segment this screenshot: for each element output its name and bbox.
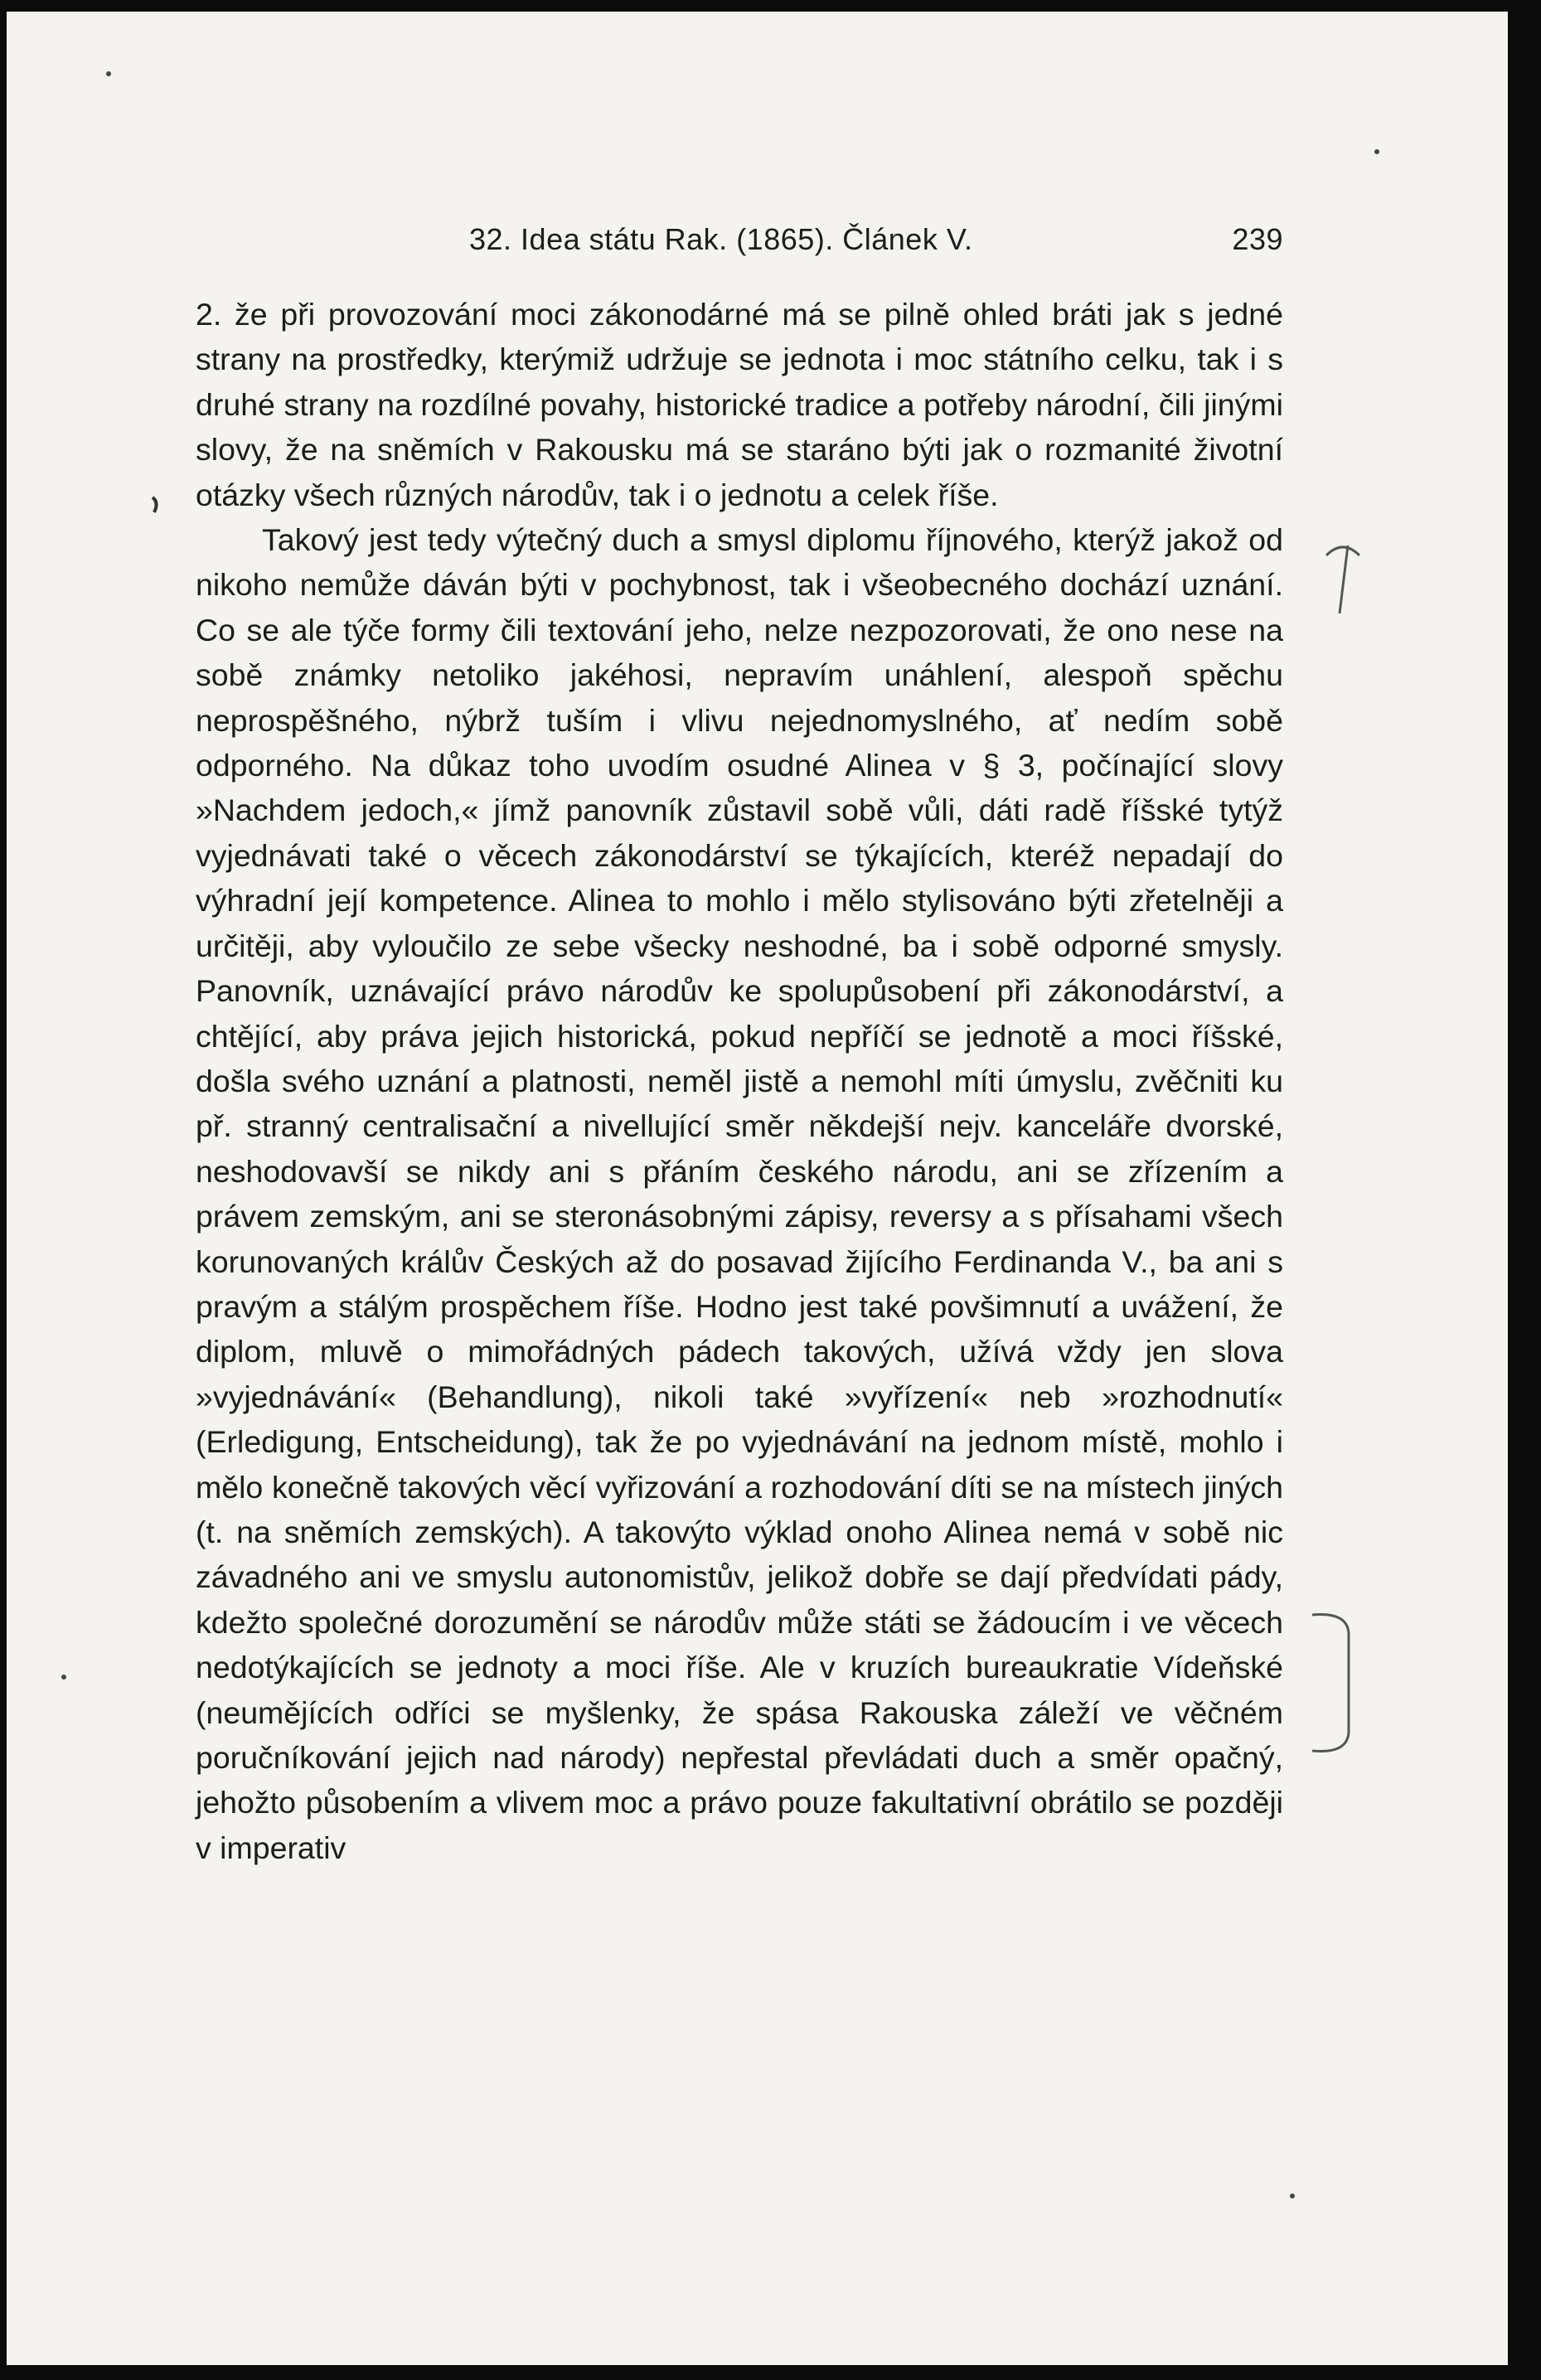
- body-text: [196, 292, 1283, 1870]
- speck: [1374, 149, 1379, 154]
- page-number: 239: [1232, 222, 1283, 256]
- pencil-mark-icon: [1318, 531, 1368, 622]
- running-header: [196, 222, 1283, 257]
- book-page: [196, 222, 1283, 1870]
- margin-tick-icon: [148, 494, 164, 516]
- paragraph-2: Takový jest tedy výtečný duch a smysl diplomu říjnového, kterýž jakož od nikoho nemůže dáván býti v pochybnost, tak i všeobecného dochází uznání. Co se ale týče formy čili textování jeho, nelze nezpozorovati, že ono nese na sobě známky netoliko jakéhosi, nepravím unáhlení, alespoň spěchu neprospěšného, nýbrž tuším i vlivu nejednomyslného, ať nedím sobě odporného. Na důkaz toho uvodím osudné Alinea v § 3, počínající slovy »Nachdem jedoch,« jímž panovník zůstavil sobě vůli, dáti radě říšské tytýž vyjednávati také o věcech zákonodárství se týkajících, kteréž nepadají do výhradní její kompetence. Alinea to mohlo i mělo stylisováno býti zřetelněji a určitěji, aby vyloučilo ze sebe všecky neshodné, ba i sobě odporné smysly. Panovník, uznávající právo národův ke spolupůsobení při zákonodárství, a chtějící, aby práva jejich historická, pokud nepříčí se jednotě a moci říšské, došla svého uznání a platnosti, neměl jistě a nemohl míti úmyslu, zvěčniti ku př. stranný centralisační a nivellující směr někdejší nejv. kanceláře dvorské, neshodovavší se nikdy ani s přáním českého národu, ani se zřízením a právem zemským, ani se steronásobnými zápisy, reversy a s přísahami všech korunovaných králův Českých až do posavad žijícího Ferdinanda V., ba ani s pravým a stálým prospěchem říše. Hodno jest také povšimnutí a uvážení, že diplom, mluvě o mimořádných pádech takových, užívá vždy jen slova »vyjednávání« (Behandlung), nikoli také »vyřízení« neb »rozhodnutí« (Erledigung, Entscheidung), tak že po vyjednávání na jednom místě, mohlo i mělo konečně takových věcí vyřizování a rozhodování díti se na místech jiných (t. na sněmích zemských). A takovýto výklad onoho Alinea nemá v sobě nic závadného ani ve smyslu autonomistův, jelikož dobře se dají předvídati pády, kdežto společné dorozumění se národův může státi se žádoucím i ve věcech nedotýkajících se jednoty a moci říše. Ale v kruzích bureaukratie Vídeňské (neumějících odříci se myšlenky, že spása Rakouska záleží ve věčném poručníkování jejich nad národy) nepřestal převládati duch a směr opačný, jehožto působením a vlivem moc a právo pouze fakultativní obrátilo se později v imperativ: [196, 522, 1283, 1865]
- speck: [1290, 2193, 1295, 2198]
- paragraph-1: 2. že při provozování moci zákonodárné má se pilně ohled bráti jak s jedné strany na prostředky, kterýmiž udržuje se jednota i moc státního celku, tak i s druhé strany na rozdílné povahy, historické tradice a potřeby národní, čili jinými slovy, že na sněmích v Rakousku má se staráno býti jak o rozmanité životní otázky všech různých národův, tak i o jednotu a celek říše.: [196, 297, 1283, 512]
- speck: [61, 1675, 66, 1680]
- bracket-mark-icon: [1306, 1608, 1364, 1757]
- speck: [106, 71, 111, 76]
- chapter-title: 32. Idea státu Rak. (1865). Článek V.: [469, 222, 973, 256]
